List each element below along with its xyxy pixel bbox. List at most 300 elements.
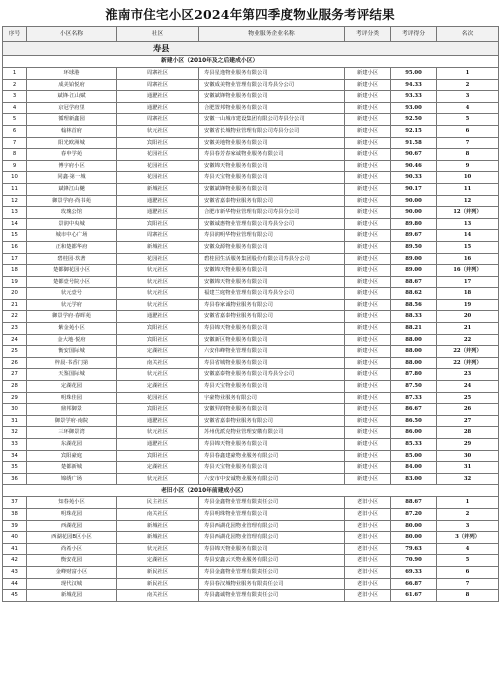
table-row — [3, 497, 499, 509]
cell-company: 寿县天宝物业服务有限公司 — [199, 462, 345, 474]
cell-index: 40 — [3, 532, 27, 544]
cell-company: 安徽美地物业服务有限公司 — [199, 137, 345, 149]
cell-rank: 5 — [437, 114, 499, 126]
cell-index: 38 — [3, 508, 27, 520]
cell-community: 民主社区 — [117, 497, 199, 509]
cell-rank: 3 — [437, 520, 499, 532]
cell-category: 新建小区 — [345, 137, 391, 149]
cell-rank: 24 — [437, 381, 499, 393]
cell-score: 61.67 — [391, 590, 437, 602]
cell-name: 翰林首府 — [27, 125, 117, 137]
table-header-row — [3, 27, 499, 42]
cell-name: 楚都壹号院小区 — [27, 276, 117, 288]
cell-name: 梓晨·书香门第 — [27, 357, 117, 369]
cell-category: 新建小区 — [345, 230, 391, 242]
cell-name: 鼎邦御景 — [27, 404, 117, 416]
cell-category: 老旧小区 — [345, 497, 391, 509]
cell-company: 寿县润明华物业管理有限公司 — [199, 230, 345, 242]
cell-rank: 22 — [437, 334, 499, 346]
cell-company: 安徽省长城物业管理有限公司寿县分公司 — [199, 125, 345, 137]
cell-rank: 27 — [437, 415, 499, 427]
cell-name: 东湖花园 — [27, 439, 117, 451]
table-row — [3, 218, 499, 230]
cell-category: 新建小区 — [345, 253, 391, 265]
cell-category: 新建小区 — [345, 149, 391, 161]
table-row — [3, 369, 499, 381]
cell-index: 19 — [3, 276, 27, 288]
cell-name: 三环御景湾 — [27, 427, 117, 439]
cell-community: 宾阳社区 — [117, 218, 199, 230]
cell-company: 安徽斌锋物业服务有限公司 — [199, 91, 345, 103]
cell-company: 安徽省嘉泰物业服务有限公司 — [199, 311, 345, 323]
cell-community: 新城社区 — [117, 183, 199, 195]
cell-company: 寿县天宝物业服务有限公司 — [199, 381, 345, 393]
cell-community: 状元社区 — [117, 299, 199, 311]
cell-index: 3 — [3, 91, 27, 103]
cell-company: 合肥置邦物业服务有限公司 — [199, 102, 345, 114]
cell-score: 80.00 — [391, 532, 437, 544]
cell-rank: 6 — [437, 566, 499, 578]
section-row — [3, 56, 499, 68]
cell-rank: 11 — [437, 183, 499, 195]
cell-rank: 8 — [437, 149, 499, 161]
cell-company: 寿县西湖花园物业管理有限公司 — [199, 520, 345, 532]
cell-index: 5 — [3, 114, 27, 126]
cell-name: 春申学苑 — [27, 149, 117, 161]
cell-index: 10 — [3, 172, 27, 184]
cell-rank: 14 — [437, 230, 499, 242]
cell-category: 新建小区 — [345, 346, 391, 358]
cell-index: 2 — [3, 79, 27, 91]
table-row — [3, 450, 499, 462]
cell-score: 90.33 — [391, 172, 437, 184]
cell-community: 状元社区 — [117, 543, 199, 555]
cell-name: 斌锋·江山赋 — [27, 91, 117, 103]
cell-category: 新建小区 — [345, 369, 391, 381]
cell-rank: 23 — [437, 369, 499, 381]
cell-index: 28 — [3, 381, 27, 393]
cell-score: 90.17 — [391, 183, 437, 195]
cell-category: 新建小区 — [345, 195, 391, 207]
cell-company: 寿县天宝物业服务有限公司 — [199, 172, 345, 184]
cell-rank: 9 — [437, 160, 499, 172]
table-row — [3, 404, 499, 416]
cell-rank: 16 — [437, 253, 499, 265]
cell-community: 定湖社区 — [117, 462, 199, 474]
table-row — [3, 462, 499, 474]
header-index: 序号 — [3, 27, 27, 42]
cell-rank: 1 — [437, 497, 499, 509]
cell-name: 状元壹号 — [27, 288, 117, 300]
cell-index: 6 — [3, 125, 27, 137]
cell-category: 新建小区 — [345, 68, 391, 80]
cell-index: 18 — [3, 265, 27, 277]
cell-category: 新建小区 — [345, 462, 391, 474]
cell-score: 88.00 — [391, 357, 437, 369]
cell-score: 93.00 — [391, 102, 437, 114]
cell-community: 定湖社区 — [117, 346, 199, 358]
cell-score: 93.33 — [391, 91, 437, 103]
cell-rank: 15 — [437, 241, 499, 253]
cell-score: 90.67 — [391, 149, 437, 161]
cell-score: 89.00 — [391, 253, 437, 265]
cell-company: 合肥市新华物业管理有限公司寿县分公司 — [199, 207, 345, 219]
cell-community: 定湖社区 — [117, 381, 199, 393]
cell-community: 定湖社区 — [117, 555, 199, 567]
cell-community: 周寨社区 — [117, 230, 199, 242]
cell-name: 正和楚都华府 — [27, 241, 117, 253]
cell-company: 安徽锦天物业服务有限公司 — [199, 276, 345, 288]
cell-category: 新建小区 — [345, 91, 391, 103]
cell-name: 御景学府·尚书苑 — [27, 195, 117, 207]
cell-name: 知春苑小区 — [27, 497, 117, 509]
cell-category: 老旧小区 — [345, 532, 391, 544]
cell-score: 91.58 — [391, 137, 437, 149]
table-row — [3, 566, 499, 578]
cell-community: 宾阳社区 — [117, 137, 199, 149]
cell-category: 新建小区 — [345, 241, 391, 253]
cell-rank: 13 — [437, 218, 499, 230]
cell-category: 新建小区 — [345, 160, 391, 172]
cell-name: 景润中央城 — [27, 218, 117, 230]
cell-company: 寿县安鑫云天物业服务有限公司 — [199, 555, 345, 567]
cell-score: 88.00 — [391, 334, 437, 346]
cell-name: 博宇府小区 — [27, 160, 117, 172]
table-row — [3, 114, 499, 126]
cell-score: 80.00 — [391, 520, 437, 532]
cell-score: 89.80 — [391, 218, 437, 230]
cell-category: 新建小区 — [345, 450, 391, 462]
cell-index: 39 — [3, 520, 27, 532]
table-row — [3, 276, 499, 288]
table-row — [3, 79, 499, 91]
cell-community: 状元社区 — [117, 265, 199, 277]
cell-name: 御景学府·南院 — [27, 415, 117, 427]
cell-category: 老旧小区 — [345, 555, 391, 567]
cell-category: 老旧小区 — [345, 578, 391, 590]
cell-category: 新建小区 — [345, 79, 391, 91]
cell-index: 9 — [3, 160, 27, 172]
cell-score: 87.50 — [391, 381, 437, 393]
cell-score: 87.33 — [391, 392, 437, 404]
document-title: 淮南市住宅小区2024年第四季度物业服务考评结果 — [105, 7, 395, 22]
cell-company: 寿县锦天物业服务有限公司 — [199, 323, 345, 335]
cell-community: 周寨社区 — [117, 79, 199, 91]
cell-company: 六安市中安诚物业服务有限公司 — [199, 473, 345, 485]
cell-index: 34 — [3, 450, 27, 462]
cell-community: 宾阳社区 — [117, 450, 199, 462]
cell-category: 新建小区 — [345, 102, 391, 114]
table-row — [3, 91, 499, 103]
cell-name: 尚希小区 — [27, 543, 117, 555]
cell-score: 90.46 — [391, 160, 437, 172]
table-row — [3, 265, 499, 277]
header-rank: 名次 — [437, 27, 499, 42]
cell-rank: 10 — [437, 172, 499, 184]
cell-score: 87.80 — [391, 369, 437, 381]
cell-index: 41 — [3, 543, 27, 555]
cell-rank: 18 — [437, 288, 499, 300]
cell-index: 22 — [3, 311, 27, 323]
cell-index: 16 — [3, 241, 27, 253]
cell-index: 1 — [3, 68, 27, 80]
cell-rank: 28 — [437, 427, 499, 439]
cell-company: 寿县金鑫物业管理有限责任公司 — [199, 566, 345, 578]
cell-name: 天鉴国际城 — [27, 369, 117, 381]
cell-rank: 25 — [437, 392, 499, 404]
cell-category: 新建小区 — [345, 172, 391, 184]
cell-rank: 3（并列） — [437, 532, 499, 544]
cell-name: 明珠花园 — [27, 508, 117, 520]
cell-index: 20 — [3, 288, 27, 300]
cell-community: 状元社区 — [117, 276, 199, 288]
cell-score: 88.67 — [391, 497, 437, 509]
table-row — [3, 543, 499, 555]
cell-community: 状元社区 — [117, 125, 199, 137]
cell-category: 新建小区 — [345, 114, 391, 126]
cell-rank: 2 — [437, 508, 499, 520]
cell-community: 通淝社区 — [117, 102, 199, 114]
cell-category: 新建小区 — [345, 334, 391, 346]
cell-rank: 19 — [437, 299, 499, 311]
cell-category: 老旧小区 — [345, 520, 391, 532]
cell-company: 安徽嘉泰物业服务有限公司寿县分公司 — [199, 369, 345, 381]
cell-rank: 17 — [437, 276, 499, 288]
cell-company: 寿县金鑫物业管理有限责任公司 — [199, 497, 345, 509]
cell-index: 42 — [3, 555, 27, 567]
cell-name: 环球港 — [27, 68, 117, 80]
cell-category: 新建小区 — [345, 265, 391, 277]
cell-community: 宾阳社区 — [117, 323, 199, 335]
cell-name: 碧桂园·玖著 — [27, 253, 117, 265]
cell-rank: 31 — [437, 462, 499, 474]
cell-community: 通淝社区 — [117, 195, 199, 207]
cell-score: 85.33 — [391, 439, 437, 451]
cell-index: 43 — [3, 566, 27, 578]
table-row — [3, 473, 499, 485]
cell-category: 新建小区 — [345, 439, 391, 451]
cell-company: 寿县明珠物业管理有限公司 — [199, 508, 345, 520]
table-row — [3, 381, 499, 393]
header-community: 社区 — [117, 27, 199, 42]
cell-company: 安徽一山城市建设集团有限公司寿县分公司 — [199, 114, 345, 126]
cell-community: 周寨社区 — [117, 68, 199, 80]
cell-name: 西湖花园B区小区 — [27, 532, 117, 544]
table-row — [3, 299, 499, 311]
table-row — [3, 253, 499, 265]
cell-rank: 4 — [437, 543, 499, 555]
cell-name: 现代汉城 — [27, 578, 117, 590]
cell-company: 寿县省城物业服务有限公司 — [199, 357, 345, 369]
cell-score: 86.67 — [391, 404, 437, 416]
cell-company: 寿县春芳春家诚物业服务有限公司 — [199, 149, 345, 161]
cell-rank: 7 — [437, 137, 499, 149]
county-row — [3, 42, 499, 56]
cell-rank: 26 — [437, 404, 499, 416]
cell-company: 寿县锦天物业服务有限公司 — [199, 439, 345, 451]
cell-rank: 30 — [437, 450, 499, 462]
cell-community: 周寨社区 — [117, 114, 199, 126]
cell-score: 88.00 — [391, 346, 437, 358]
section-row — [3, 485, 499, 497]
cell-index: 30 — [3, 404, 27, 416]
cell-community: 通淝社区 — [117, 439, 199, 451]
cell-community: 花园社区 — [117, 149, 199, 161]
cell-index: 21 — [3, 299, 27, 311]
cell-name: 循理新鑫园 — [27, 114, 117, 126]
cell-community: 状元社区 — [117, 369, 199, 381]
table-row — [3, 195, 499, 207]
county-label: 寿县 — [3, 42, 499, 56]
cell-company: 安徽诚惠物业管理有限公司寿县分公司 — [199, 218, 345, 230]
cell-index: 13 — [3, 207, 27, 219]
cell-company: 安徽新区物业服务有限公司 — [199, 334, 345, 346]
cell-category: 新建小区 — [345, 207, 391, 219]
cell-name: 斌锋江山樾 — [27, 183, 117, 195]
cell-community: 新城社区 — [117, 520, 199, 532]
cell-community: 南关社区 — [117, 508, 199, 520]
table-row — [3, 392, 499, 404]
cell-community: 通淝社区 — [117, 415, 199, 427]
cell-score: 90.00 — [391, 207, 437, 219]
cell-index: 32 — [3, 427, 27, 439]
cell-name: 金大地·悦府 — [27, 334, 117, 346]
cell-category: 新建小区 — [345, 311, 391, 323]
cell-name: 新城花园 — [27, 590, 117, 602]
cell-rank: 12 — [437, 195, 499, 207]
cell-rank: 8 — [437, 590, 499, 602]
cell-community: 新城社区 — [117, 241, 199, 253]
cell-score: 92.15 — [391, 125, 437, 137]
cell-rank: 32 — [437, 473, 499, 485]
table-row — [3, 532, 499, 544]
cell-rank: 22（并列） — [437, 346, 499, 358]
cell-score: 84.00 — [391, 462, 437, 474]
cell-company: 寿县星逸物业服务有限公司 — [199, 68, 345, 80]
cell-category: 老旧小区 — [345, 543, 391, 555]
cell-score: 88.67 — [391, 276, 437, 288]
cell-community: 通淝社区 — [117, 91, 199, 103]
cell-company: 寿县春家诚物业服务有限公司 — [199, 299, 345, 311]
table-row — [3, 311, 499, 323]
cell-index: 25 — [3, 346, 27, 358]
table-row — [3, 334, 499, 346]
cell-rank: 12（并列） — [437, 207, 499, 219]
table-row — [3, 288, 499, 300]
cell-community: 状元社区 — [117, 288, 199, 300]
cell-name: 玫瑰公馆 — [27, 207, 117, 219]
cell-category: 新建小区 — [345, 404, 391, 416]
cell-score: 90.00 — [391, 195, 437, 207]
table-row — [3, 578, 499, 590]
cell-index: 44 — [3, 578, 27, 590]
table-row — [3, 125, 499, 137]
cell-rank: 29 — [437, 439, 499, 451]
cell-name: 状元学府 — [27, 299, 117, 311]
cell-score: 92.50 — [391, 114, 437, 126]
cell-index: 17 — [3, 253, 27, 265]
cell-name: 明珠佳园 — [27, 392, 117, 404]
cell-company: 宇豪物业服务有限公司 — [199, 392, 345, 404]
cell-index: 35 — [3, 462, 27, 474]
cell-category: 新建小区 — [345, 218, 391, 230]
table-row — [3, 590, 499, 602]
cell-community: 通淝社区 — [117, 207, 199, 219]
cell-community: 新城社区 — [117, 532, 199, 544]
cell-name: 紫金苑小区 — [27, 323, 117, 335]
cell-score: 66.87 — [391, 578, 437, 590]
table-row — [3, 183, 499, 195]
cell-category: 老旧小区 — [345, 590, 391, 602]
cell-community: 宾阳社区 — [117, 404, 199, 416]
cell-name: 金峰财富小区 — [27, 566, 117, 578]
cell-community: 宾阳社区 — [117, 334, 199, 346]
table-body — [3, 42, 499, 602]
cell-community: 花园社区 — [117, 172, 199, 184]
cell-company: 六安伟峰物业管理有限公司 — [199, 346, 345, 358]
cell-company: 寿县锦天物业服务有限公司 — [199, 543, 345, 555]
cell-community: 花园社区 — [117, 253, 199, 265]
table-row — [3, 520, 499, 532]
cell-rank: 7 — [437, 578, 499, 590]
cell-company: 安徽省嘉泰物业服务有限公司 — [199, 195, 345, 207]
cell-name: 衡安国际城 — [27, 346, 117, 358]
cell-name: 城市中心广场 — [27, 230, 117, 242]
cell-score: 95.00 — [391, 68, 437, 80]
cell-category: 老旧小区 — [345, 508, 391, 520]
cell-rank: 6 — [437, 125, 499, 137]
table-row — [3, 207, 499, 219]
cell-index: 36 — [3, 473, 27, 485]
cell-score: 70.90 — [391, 555, 437, 567]
table-row — [3, 323, 499, 335]
cell-index: 27 — [3, 369, 27, 381]
cell-rank: 22（并列） — [437, 357, 499, 369]
cell-community: 花园社区 — [117, 160, 199, 172]
cell-name: 御景学府·春晖苑 — [27, 311, 117, 323]
cell-index: 33 — [3, 439, 27, 451]
cell-rank: 4 — [437, 102, 499, 114]
cell-category: 新建小区 — [345, 357, 391, 369]
cell-category: 新建小区 — [345, 299, 391, 311]
cell-name: 成美铂悦府 — [27, 79, 117, 91]
cell-index: 15 — [3, 230, 27, 242]
cell-category: 新建小区 — [345, 276, 391, 288]
table-row — [3, 160, 499, 172]
cell-company: 安徽锦天物业服务有限公司 — [199, 265, 345, 277]
table-row — [3, 439, 499, 451]
cell-company: 安徽省嘉泰物业服务有限公司 — [199, 415, 345, 427]
cell-category: 老旧小区 — [345, 566, 391, 578]
cell-category: 新建小区 — [345, 427, 391, 439]
cell-rank: 3 — [437, 91, 499, 103]
cell-index: 4 — [3, 102, 27, 114]
cell-company: 福建兰庭物业管理有限公司寿县分公司 — [199, 288, 345, 300]
results-table — [2, 26, 499, 602]
table-row — [3, 415, 499, 427]
cell-score: 86.50 — [391, 415, 437, 427]
section-label: 新建小区（2010年及之后建成小区） — [3, 56, 499, 68]
cell-name: 阳光欧洲城 — [27, 137, 117, 149]
table-row — [3, 357, 499, 369]
cell-company: 安徽众源物业服务有限公司 — [199, 241, 345, 253]
cell-company: 寿县春汉城物业服务有限责任公司 — [199, 578, 345, 590]
cell-rank: 1 — [437, 68, 499, 80]
cell-name: 楚都新城 — [27, 462, 117, 474]
cell-company: 寿县鑫诚物业管理有限责任公司 — [199, 590, 345, 602]
cell-category: 新建小区 — [345, 183, 391, 195]
cell-company: 安徽羿润物业服务有限公司 — [199, 404, 345, 416]
